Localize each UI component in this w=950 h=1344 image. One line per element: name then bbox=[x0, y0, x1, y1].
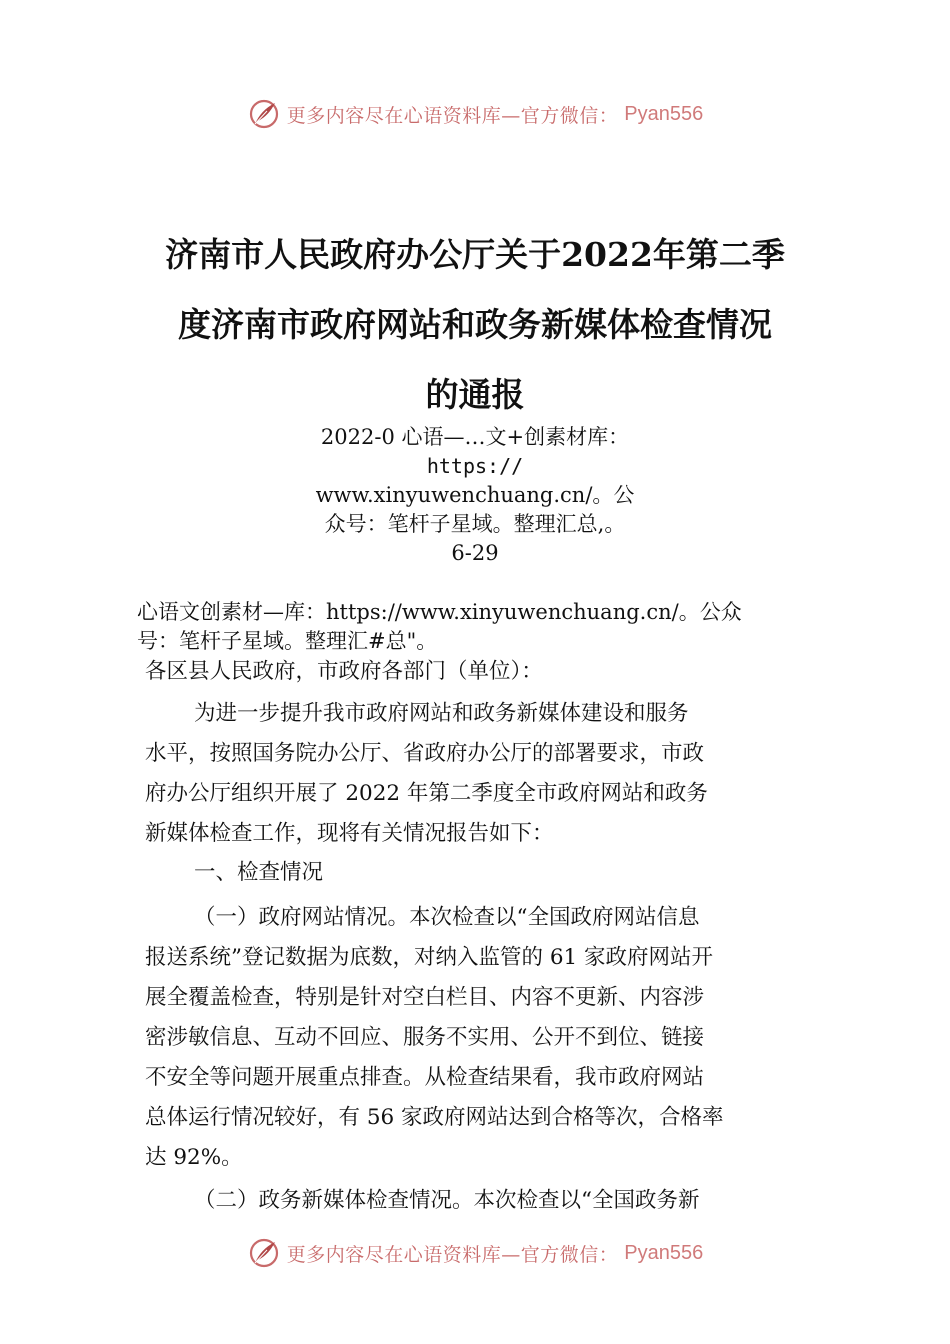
paragraph-line: 密涉敏信息、互动不回应、服务不实用、公开不到位、链接 bbox=[145, 1025, 705, 1050]
date-source-block bbox=[200, 423, 750, 568]
meta-line: www.xinyuwenchuang.cn/。公 bbox=[315, 483, 635, 507]
title-line: 的通报 bbox=[425, 375, 525, 414]
note-line: 心语文创素材—库：https://www.xinyuwenchuang.cn/。公众 bbox=[137, 600, 742, 624]
section-heading bbox=[145, 853, 810, 893]
paragraph-line: 水平，按照国务院办公厅、省政府办公厅的部署要求，市政 bbox=[145, 741, 705, 766]
paragraph-line: 府办公厅组织开展了 2022 年第二季度全市政府网站和政务 bbox=[145, 781, 708, 806]
title-line: 济南市人民政府办公厅关于2022年第二季 bbox=[165, 235, 785, 274]
feather-pen-logo-icon bbox=[247, 1236, 281, 1270]
paragraph-website-check bbox=[145, 898, 810, 1178]
paragraph-line: 为进一步提升我市政府网站和政务新媒体建设和服务 bbox=[194, 701, 689, 726]
meta-line: 众号：笔杆子星域。整理汇总,。 bbox=[324, 512, 626, 536]
title-line: 度济南市政府网站和政务新媒体检查情况 bbox=[178, 305, 772, 344]
paragraph-line: 达 92%。 bbox=[145, 1145, 243, 1170]
source-note bbox=[137, 598, 837, 656]
paragraph-intro bbox=[145, 694, 810, 854]
paragraph-line: 新媒体检查工作，现将有关情况报告如下： bbox=[145, 821, 554, 846]
watermark-banner-bottom bbox=[0, 1233, 950, 1273]
paragraph-line: 报送系统”登记数据为底数，对纳入监管的 61 家政府网站开 bbox=[145, 945, 714, 970]
watermark-handle: Pyan556 bbox=[624, 1241, 704, 1264]
paragraph-line: 展全覆盖检查，特别是针对空白栏目、内容不更新、内容涉 bbox=[145, 985, 705, 1010]
watermark-handle: Pyan556 bbox=[624, 102, 704, 125]
meta-line: 6-29 bbox=[451, 541, 499, 565]
watermark-text: 更多内容尽在心语资料库—官方微信： bbox=[286, 104, 619, 127]
watermark-banner-top bbox=[0, 94, 950, 134]
meta-line: https:// bbox=[426, 454, 524, 478]
paragraph-line: 不安全等问题开展重点排查。从检查结果看，我市政府网站 bbox=[145, 1065, 705, 1090]
document-title bbox=[100, 220, 850, 430]
watermark-text: 更多内容尽在心语资料库—官方微信： bbox=[286, 1243, 619, 1266]
paragraph-new-media-check bbox=[145, 1181, 810, 1221]
heading-text: 一、检查情况 bbox=[194, 860, 324, 885]
paragraph-line: （一）政府网站情况。本次检查以“全国政府网站信息 bbox=[194, 905, 700, 930]
paragraph-line: （二）政务新媒体检查情况。本次检查以“全国政务新 bbox=[194, 1188, 700, 1213]
feather-pen-logo-icon bbox=[247, 97, 281, 131]
meta-line: 2022-0 心语—…文+创素材库： bbox=[320, 425, 630, 449]
salutation: 各区县人民政府，市政府各部门（单位）： bbox=[145, 659, 543, 684]
paragraph-line: 总体运行情况较好，有 56 家政府网站达到合格等次，合格率 bbox=[145, 1105, 724, 1130]
note-line: 号：笔杆子星域。整理汇#总"。 bbox=[137, 629, 438, 653]
